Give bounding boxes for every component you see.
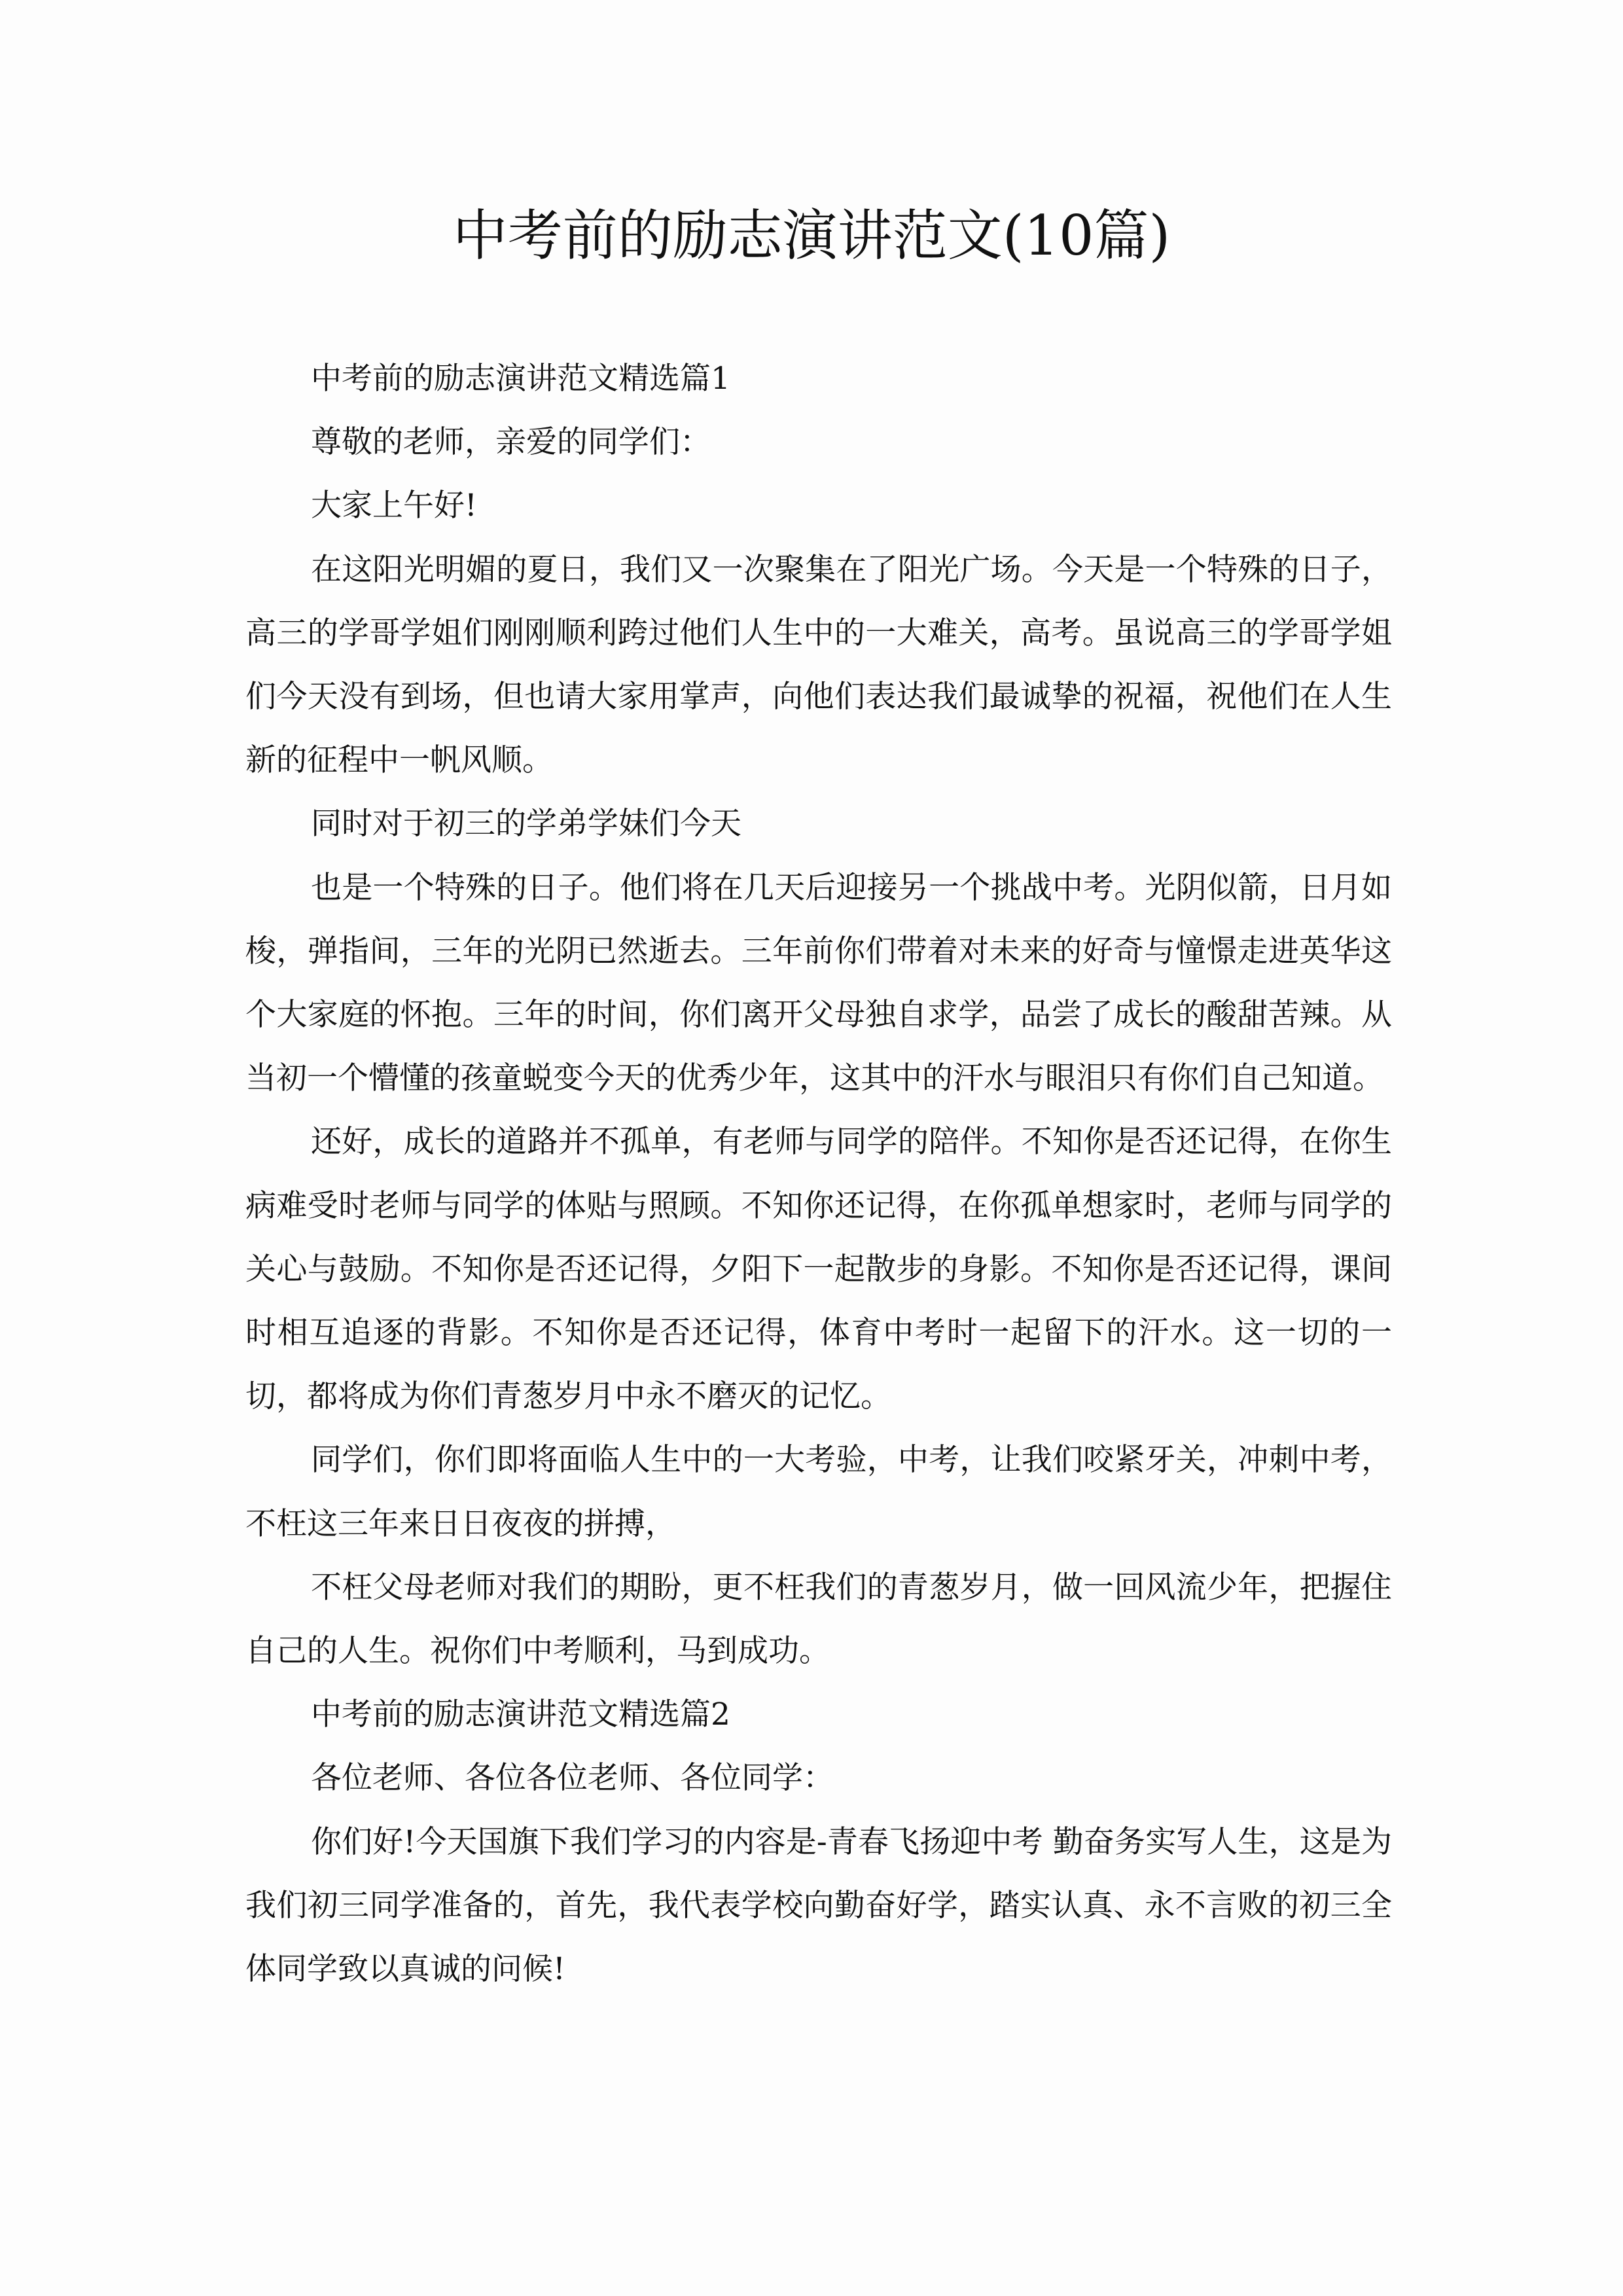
section-heading-2: 中考前的励志演讲范文精选篇2 — [311, 1696, 730, 1733]
document-body — [245, 347, 1392, 2001]
salutation: 尊敬的老师，亲爱的同学们： — [311, 424, 711, 461]
paragraph: 同学们，你们即将面临人生中的一大考验，中考，让我们咬紧牙关，冲刺中考，不枉这三年来日日夜夜的拼搏， — [245, 1442, 1392, 1542]
document-title: 中考前的励志演讲范文(10篇) — [452, 204, 1171, 268]
section-heading-1: 中考前的励志演讲范文精选篇1 — [311, 361, 730, 397]
paragraph: 在这阳光明媚的夏日，我们又一次聚集在了阳光广场。今天是一个特殊的日子，高三的学哥学姐们刚刚顺利跨过他们人生中的一大难关，高考。虽说高三的学哥学姐们今天没有到场，但也请大家用掌声，向他们表达我们最诚挚的祝福，祝他们在人生新的征程中一帆风顺。 — [245, 551, 1392, 779]
salutation: 各位老师、各位各位老师、各位同学： — [311, 1760, 834, 1797]
greeting: 大家上午好! — [311, 488, 477, 524]
paragraph: 同时对于初三的学弟学妹们今天 — [311, 806, 741, 842]
paragraph: 还好，成长的道路并不孤单，有老师与同学的陪伴。不知你是否还记得，在你生病难受时老师与同学的体贴与照顾。不知你还记得，在你孤单想家时，老师与同学的关心与鼓励。不知你是否还记得，夕阳下一起散步的身影。不知你是否还记得，课间时相互追逐的背影。不知你是否还记得，体育中考时一起留下的汗水。这一切的一切，都将成为你们青葱岁月中永不磨灭的记忆。 — [245, 1124, 1392, 1415]
paragraph: 你们好!今天国旗下我们学习的内容是-青春飞扬迎中考 勤奋务实写人生，这是为我们初三同学准备的，首先，我代表学校向勤奋好学，踏实认真、永不言败的初三全体同学致以真诚的问候! — [245, 1823, 1392, 1988]
paragraph: 也是一个特殊的日子。他们将在几天后迎接另一个挑战中考。光阴似箭，日月如梭，弹指间，三年的光阴已然逝去。三年前你们带着对未来的好奇与憧憬走进英华这个大家庭的怀抱。三年的时间，你们离开父母独自求学，品尝了成长的酸甜苦辣。从当初一个懵懂的孩童蜕变今天的优秀少年，这其中的汗水与眼泪只有你们自己知道。 — [245, 869, 1392, 1097]
paragraph: 不枉父母老师对我们的期盼，更不枉我们的青葱岁月，做一回风流少年，把握住自己的人生。祝你们中考顺利，马到成功。 — [245, 1569, 1392, 1670]
